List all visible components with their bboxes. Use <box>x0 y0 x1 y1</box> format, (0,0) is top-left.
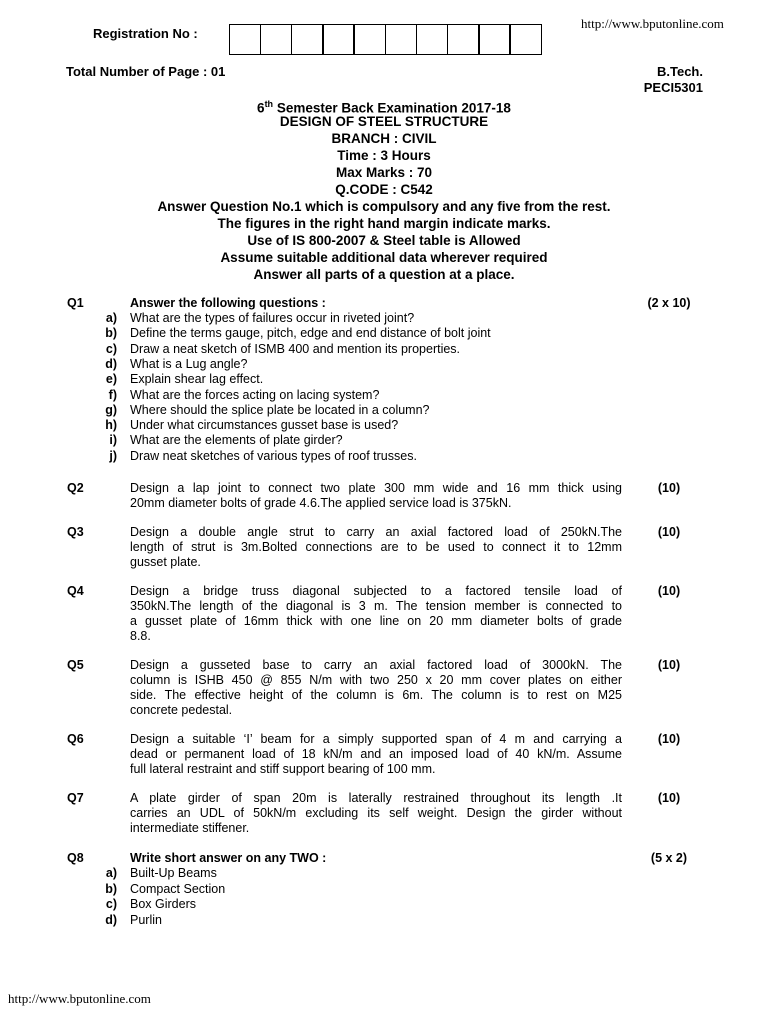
question-number: Q8 <box>67 851 84 865</box>
sub-question-text: Draw neat sketches of various types of roof trusses. <box>130 448 417 463</box>
sub-question-label: h) <box>105 418 117 433</box>
sub-question-text: What are the forces acting on lacing system? <box>130 387 380 402</box>
question-number: Q7 <box>67 791 84 805</box>
question-text-line: 350kN.The length of the diagonal is 3 m. The tension member is connected to <box>130 599 622 613</box>
question-number: Q2 <box>67 481 84 495</box>
time-line: Time : 3 Hours <box>337 148 431 163</box>
question-heading: Write short answer on any TWO : <box>130 851 327 865</box>
sub-question-label: d) <box>105 912 117 927</box>
question-text-line: 8.8. <box>130 629 151 643</box>
question-text-line: intermediate stiffener. <box>130 821 250 835</box>
question-number: Q6 <box>67 732 84 746</box>
sub-question-label: f) <box>108 387 117 402</box>
question-heading: Answer the following questions : <box>130 296 326 310</box>
sub-question-label: g) <box>105 402 117 417</box>
max-marks-line: Max Marks : 70 <box>335 165 433 180</box>
question-text-line: Design a suitable ‘I’ beam for a simply supported span of 4 m and carrying a <box>130 732 622 746</box>
sub-question-text: What are the elements of plate girder? <box>130 433 343 448</box>
question-text-line: length of strut is 3m.Bolted connections are to be used to connect it to 12mm <box>130 540 622 554</box>
question-text <box>130 732 622 777</box>
instruction-line: The figures in the right hand margin indicate marks. <box>217 216 551 231</box>
source-url-top: http://www.bputonline.com <box>581 16 724 31</box>
question-text <box>130 791 622 836</box>
question-text-line: Design a double angle strut to carry an axial factored load of 250kN.The <box>130 525 622 539</box>
question-number: Q3 <box>67 525 84 539</box>
registration-digit-box <box>447 24 480 55</box>
question-text-line: Design a lap joint to connect two plate 300 mm wide and 16 mm thick using <box>130 481 622 495</box>
instruction-line: Answer all parts of a question at a place. <box>253 267 515 282</box>
question-text-line: A plate girder of span 20m is laterally restrained throughout its length .It <box>130 791 622 805</box>
question-text-line: column is ISHB 450 @ 855 N/m with two 250 x 20 mm cover plates on either <box>130 673 622 687</box>
question-text-line: Design a gusseted base to carry an axial factored load of 3000kN. The <box>130 658 622 672</box>
question-text-line: 20mm diameter bolts of grade 4.6.The applied service load is 375kN. <box>130 496 512 510</box>
registration-digit-box <box>291 24 324 55</box>
sub-question-label: c) <box>105 341 117 356</box>
question-text-line: gusset plate. <box>130 555 201 569</box>
question-text-line: Design a bridge truss diagonal subjected to a factored tensile load of <box>130 584 622 598</box>
sub-question-text: What are the types of failures occur in riveted joint? <box>130 311 415 325</box>
sub-question-label: e) <box>105 372 117 387</box>
paper-code: PECI5301 <box>643 80 703 95</box>
sub-question-text: Draw a neat sketch of ISMB 400 and mention its properties. <box>130 341 461 356</box>
sub-question-label: b) <box>105 326 117 341</box>
question-marks: (10) <box>657 481 681 495</box>
total-pages: Total Number of Page : 01 <box>66 64 226 79</box>
question-text <box>130 584 622 644</box>
sub-question-label: i) <box>109 433 117 448</box>
question-text-line: a gusset plate of 16mm thick with one line on 20 mm diameter bolts of grade <box>130 614 622 628</box>
instruction-line: Use of IS 800-2007 & Steel table is Allowed <box>247 233 521 248</box>
registration-label: Registration No : <box>93 26 198 41</box>
question-marks: (5 x 2) <box>650 851 688 865</box>
sub-question-text: Explain shear lag effect. <box>130 372 264 387</box>
sub-question-label: j) <box>109 448 117 463</box>
registration-digit-box <box>260 24 293 55</box>
sub-question-label: c) <box>105 897 117 911</box>
registration-digit-box <box>353 24 386 55</box>
question-marks: (2 x 10) <box>647 296 691 310</box>
sub-question-text: Under what circumstances gusset base is used? <box>130 418 399 433</box>
semester-text: Semester Back Examination 2017-18 <box>273 100 511 116</box>
registration-digit-box <box>322 24 355 55</box>
registration-digit-box <box>509 24 542 55</box>
registration-digit-box <box>478 24 511 55</box>
semester-suffix: th <box>264 99 274 109</box>
question-number: Q5 <box>67 658 84 672</box>
question-number: Q4 <box>67 584 84 598</box>
sub-question-text: What is a Lug angle? <box>130 356 248 371</box>
question-text <box>130 658 622 718</box>
question-text-line: concrete pedestal. <box>130 703 233 717</box>
registration-number-boxes <box>230 24 542 55</box>
question-marks: (10) <box>657 584 681 598</box>
question-marks: (10) <box>657 791 681 805</box>
semester-line <box>0 96 768 116</box>
instruction-line: Answer Question No.1 which is compulsory and any five from the rest. <box>157 199 611 214</box>
sub-question-label: a) <box>105 866 117 880</box>
instruction-line: Assume suitable additional data wherever required <box>220 250 548 265</box>
question-text-line: carries an UDL of 50kN/m excluding its self weight. Design the girder without <box>130 806 622 820</box>
source-url-bottom: http://www.bputonline.com <box>8 991 151 1006</box>
question-marks: (10) <box>657 732 681 746</box>
sub-question-label: d) <box>105 356 117 371</box>
sub-question-text: Built-Up Beams <box>130 866 217 880</box>
qcode-line: Q.CODE : C542 <box>335 182 433 197</box>
sub-question-text: Define the terms gauge, pitch, edge and end distance of bolt joint <box>130 326 491 341</box>
sub-question-text: Purlin <box>130 912 162 927</box>
question-text <box>130 525 622 570</box>
programme-label: B.Tech. <box>657 64 703 79</box>
branch-line: BRANCH : CIVIL <box>331 131 437 146</box>
sub-question-label: a) <box>105 311 117 325</box>
question-text-line: dead or permanent load of 18 kN/m and an imposed load of 40 kN/m. Assume <box>130 747 622 761</box>
question-number: Q1 <box>67 296 84 310</box>
title-block <box>0 96 768 283</box>
question-marks: (10) <box>657 658 681 672</box>
sub-question-text: Where should the splice plate be located in a column? <box>130 402 430 417</box>
sub-question-text: Compact Section <box>130 881 226 896</box>
registration-digit-box <box>385 24 418 55</box>
question-text-line: side. The effective height of the column is 6m. The column is to rest on M25 <box>130 688 622 702</box>
sub-question-label: b) <box>105 881 117 896</box>
semester-number: 6 <box>257 100 265 116</box>
subject-title: DESIGN OF STEEL STRUCTURE <box>279 114 489 129</box>
registration-digit-box <box>416 24 449 55</box>
question-text-line: full lateral restraint and stiff support bearing of 100 mm. <box>130 762 436 776</box>
question-marks: (10) <box>657 525 681 539</box>
sub-question-text: Box Girders <box>130 897 196 911</box>
question-text <box>130 481 622 511</box>
registration-digit-box <box>229 24 262 55</box>
